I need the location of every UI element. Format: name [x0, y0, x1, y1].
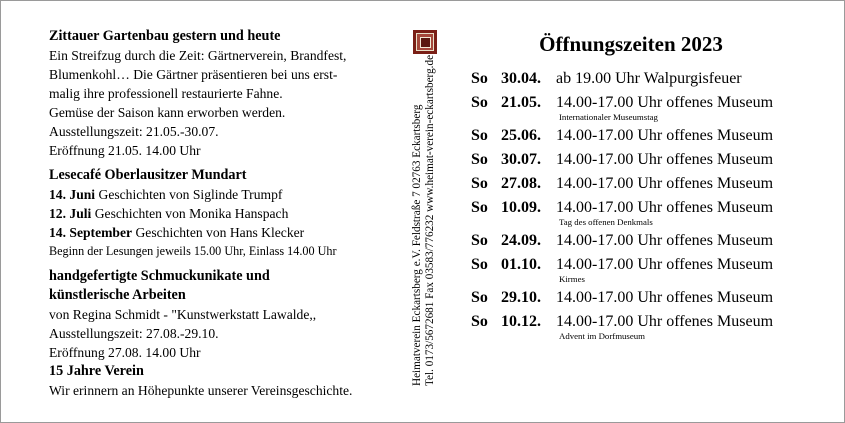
- jewelry-line: von Regina Schmidt - "Kunstwerkstatt Lawalde,,: [49, 307, 317, 322]
- lesecafe-heading: Lesecafé Oberlausitzer Mundart: [49, 167, 247, 183]
- garden-line: Ein Streifzug durch die Zeit: Gärtnerverein, Brandfest,: [49, 48, 347, 63]
- event-text: 14.00-17.00 Uhr offenes Museum: [556, 127, 774, 144]
- reading-item: [49, 185, 409, 204]
- anniversary-heading: 15 Jahre Verein: [49, 363, 144, 379]
- event-text: 14.00-17.00 Uhr offenes Museum: [556, 313, 774, 330]
- event-text: 14.00-17.00 Uhr offenes Museum: [556, 175, 774, 192]
- event-date: 30.04.: [501, 70, 541, 87]
- opening-hours-column: [471, 31, 831, 341]
- event-day: So: [471, 256, 488, 273]
- reading-text: Geschichten von Monika Hanspach: [94, 206, 289, 221]
- event-text: 14.00-17.00 Uhr offenes Museum: [556, 151, 774, 168]
- event-date: 30.07.: [501, 151, 541, 168]
- event-note: Kirmes: [559, 274, 585, 284]
- event-row: [471, 312, 831, 332]
- event-note: Advent im Dorfmuseum: [559, 331, 646, 341]
- jewelry-heading-2: künstlerische Arbeiten: [49, 287, 186, 303]
- event-date: 01.10.: [501, 256, 541, 273]
- event-day: So: [471, 199, 488, 216]
- event-text: 14.00-17.00 Uhr offenes Museum: [556, 289, 774, 306]
- garden-line: Eröffnung 21.05. 14.00 Uhr: [49, 143, 201, 158]
- event-text: ab 19.00 Uhr Walpurgisfeuer: [556, 70, 742, 87]
- event-note: Tag des offenen Denkmals: [559, 217, 653, 227]
- reading-note: Beginn der Lesungen jeweils 15.00 Uhr, Einlass 14.00 Uhr: [49, 244, 337, 258]
- event-list: [471, 69, 831, 341]
- event-date: 27.08.: [501, 175, 541, 192]
- reading-date: 14. Juni: [49, 187, 96, 202]
- event-day: So: [471, 127, 488, 144]
- event-row: [471, 174, 831, 194]
- event-day: So: [471, 175, 488, 192]
- garden-heading: Zittauer Gartenbau gestern und heute: [49, 28, 281, 44]
- event-day: So: [471, 151, 488, 168]
- reading-text: Geschichten von Hans Klecker: [135, 225, 305, 240]
- event-row: [471, 198, 831, 218]
- event-day: So: [471, 313, 488, 330]
- opening-hours-title: Öffnungszeiten 2023: [539, 32, 723, 56]
- event-text: 14.00-17.00 Uhr offenes Museum: [556, 232, 774, 249]
- club-address: Heimatverein Eckartsberg e.V. Feldstraße 7 02763 Eckartsberg: [411, 104, 423, 386]
- event-text: 14.00-17.00 Uhr offenes Museum: [556, 94, 774, 111]
- reading-date: 14. September: [49, 225, 133, 240]
- reading-item: [49, 223, 409, 242]
- event-date: 10.12.: [501, 313, 541, 330]
- event-note: Internationaler Museumstag: [559, 112, 658, 122]
- garden-line: Ausstellungszeit: 21.05.-30.07.: [49, 124, 219, 139]
- event-day: So: [471, 232, 488, 249]
- garden-line: Blumenkohl… Die Gärtner präsentieren bei uns erst-: [49, 67, 338, 82]
- club-contact: Tel. 0173/5672681 Fax 03583/776232 www.heimat-verein-eckartsberg.de: [424, 54, 436, 386]
- event-row: [471, 126, 831, 146]
- event-date: 25.06.: [501, 127, 541, 144]
- event-date: 29.10.: [501, 289, 541, 306]
- reading-text: Geschichten von Siglinde Trumpf: [98, 187, 283, 202]
- event-text: 14.00-17.00 Uhr offenes Museum: [556, 199, 774, 216]
- anniversary-text: Wir erinnern an Höhepunkte unserer Vereinsgeschichte.: [49, 383, 353, 398]
- event-row: [471, 255, 831, 275]
- reading-date: 12. Juli: [49, 206, 92, 221]
- reading-item: [49, 204, 409, 223]
- event-date: 10.09.: [501, 199, 541, 216]
- event-day: So: [471, 289, 488, 306]
- event-day: So: [471, 94, 488, 111]
- garden-line: malig ihre professionell restaurierte Fahne.: [49, 86, 283, 101]
- event-date: 21.05.: [501, 94, 541, 111]
- house-window-icon: [413, 30, 437, 54]
- event-date: 24.09.: [501, 232, 541, 249]
- program-column: [49, 27, 409, 400]
- event-text: 14.00-17.00 Uhr offenes Museum: [556, 256, 774, 273]
- jewelry-line: Ausstellungszeit: 27.08.-29.10.: [49, 326, 219, 341]
- jewelry-line: Eröffnung 27.08. 14.00 Uhr: [49, 345, 201, 360]
- event-row: [471, 150, 831, 170]
- jewelry-heading: handgefertigte Schmuckunikate und: [49, 268, 270, 284]
- event-row: [471, 231, 831, 251]
- event-row: [471, 288, 831, 308]
- event-row: [471, 69, 831, 89]
- event-row: [471, 93, 831, 113]
- event-day: So: [471, 70, 488, 87]
- garden-line: Gemüse der Saison kann erworben werden.: [49, 105, 286, 120]
